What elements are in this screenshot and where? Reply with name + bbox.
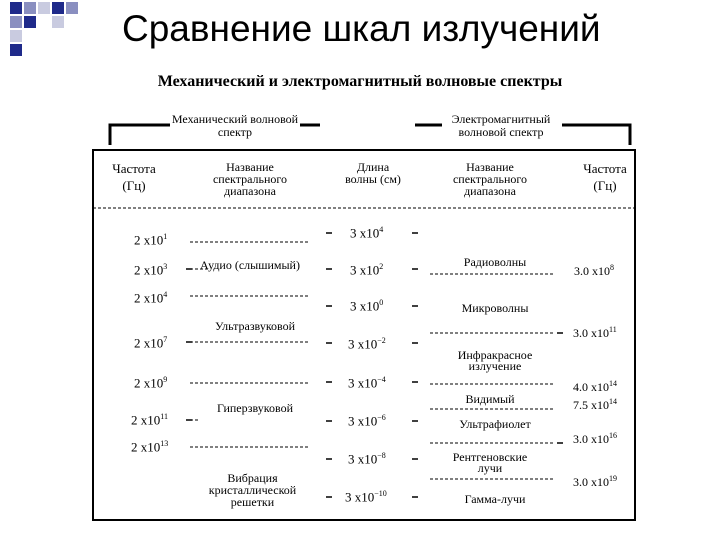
wavelength-value: 3 $x10^{-8}$	[348, 451, 386, 467]
left-freq: 2 $x10^4$	[134, 290, 168, 306]
col-mech-name: Название спектрального диапазона	[212, 160, 288, 198]
col-freq-right: Частота (Гц)	[583, 161, 627, 193]
left-freq: 2 $x10^7$	[134, 335, 168, 351]
wavelength-value: 3 $x10^{-6}$	[348, 413, 386, 429]
left-freq: 2 $x10^{13}$	[131, 439, 169, 455]
left-freq: 2 $x10^9$	[134, 375, 168, 391]
mech-band: Гиперзвуковой	[216, 401, 294, 415]
mech-band: Ультразвуковой	[214, 319, 296, 333]
em-band: Гамма-лучи	[464, 492, 526, 506]
col-freq-left: Частота (Гц)	[112, 161, 156, 193]
wavelength-value: 3 $x10^0$	[350, 298, 384, 314]
wavelength-value: 3 $x10^{-4}$	[348, 375, 386, 391]
em-band: Рентгеновские лучи	[452, 450, 528, 475]
col-wavelength: Длина волны (см)	[345, 160, 401, 186]
page-title: Сравнение шкал излучений	[122, 8, 601, 49]
em-band: Инфракрасное излучение	[457, 348, 533, 373]
wavelength-value: 3 $x10^4$	[350, 225, 384, 241]
wavelength-value: 3 $x10^{-2}$	[348, 336, 386, 352]
em-band: Микроволны	[461, 301, 529, 315]
wavelength-value: 3 $x10^2$	[350, 262, 384, 278]
em-band: Ультрафиолет	[459, 417, 531, 431]
right-freq: 3.0 $x10^{16}$	[573, 431, 617, 446]
right-freq: 3.0 $x10^8$	[574, 263, 614, 278]
left-freq: 2 $x10^3$	[134, 262, 168, 278]
em-band: Радиоволны	[463, 255, 527, 269]
col-em-name: Название спектрального диапазона	[452, 160, 528, 198]
em-band: Видимый	[465, 392, 515, 406]
group-electromagnetic: Электромагнитный волновой спектр	[451, 112, 551, 139]
right-freq: 3.0 $x10^{19}$	[573, 474, 617, 489]
right-freq: 7.5 $x10^{14}$	[573, 397, 617, 412]
table-subtitle: Механический и электромагнитный волновые спектры	[157, 73, 563, 90]
mech-band: Аудио (слышимый)	[200, 258, 300, 272]
right-freq: 4.0 $x10^{14}$	[573, 379, 617, 394]
group-mechanical: Механический волновой спектр	[171, 112, 299, 139]
left-freq: 2 $x10^{11}$	[131, 412, 168, 428]
wavelength-value: 3 $x10^{-10}$	[345, 489, 387, 505]
right-freq: 3.0 $x10^{11}$	[573, 325, 617, 340]
mech-band: Вибрация кристаллической решетки	[208, 471, 297, 509]
left-freq: 2 $x10^1$	[134, 232, 168, 248]
